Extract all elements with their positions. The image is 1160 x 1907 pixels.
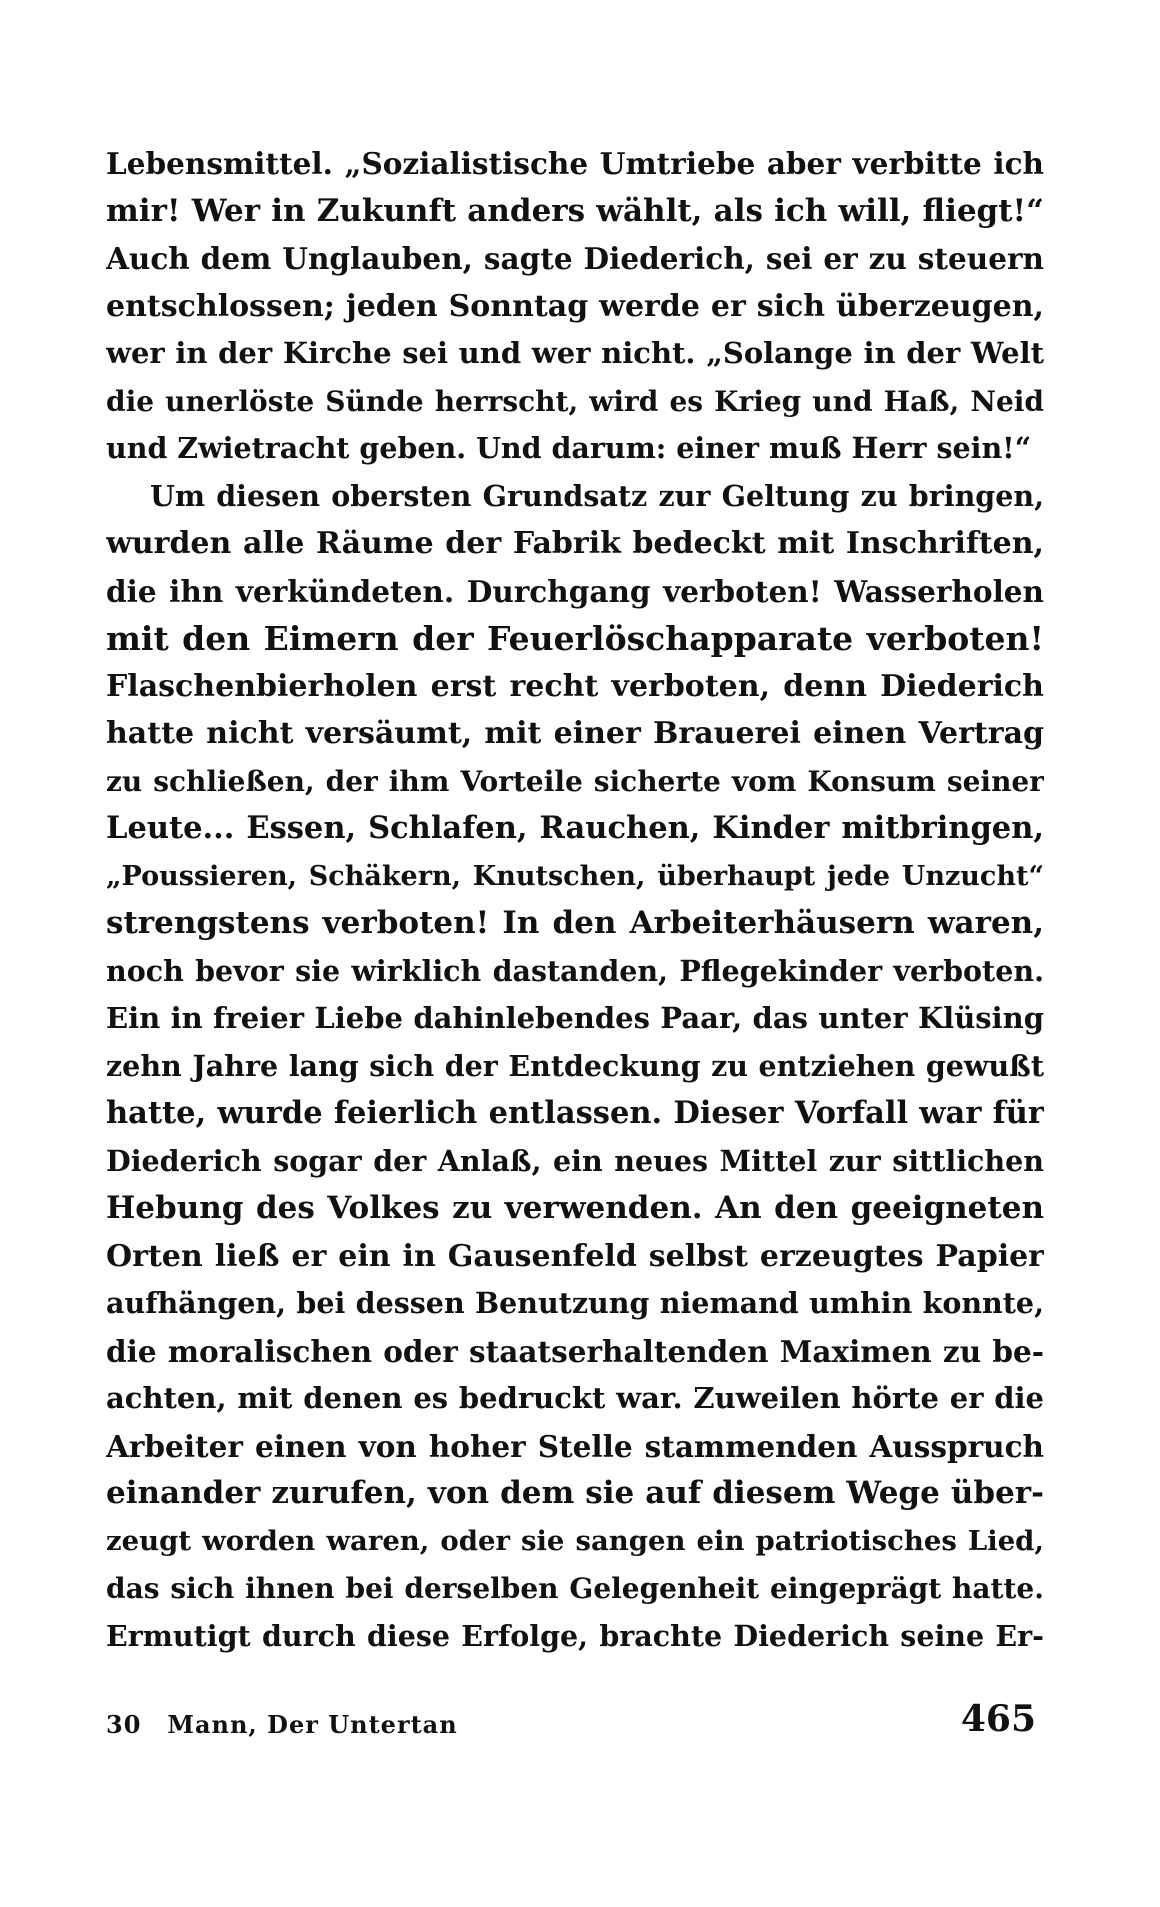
text-line: zu schließen, der ihm Vorteile sicherte vom Konsum seiner: [106, 764, 1044, 798]
text-line: die moralischen oder staatserhaltenden Maximen zu be-: [106, 1333, 1044, 1369]
text-line: Diederich sogar der Anlaß, ein neues Mittel zur sittlichen: [106, 1143, 1044, 1178]
text-line: einander zurufen, von dem sie auf diesem Wege über-: [106, 1475, 1044, 1511]
text-line: hatte, wurde feierlich entlassen. Dieser Vorfall war für: [106, 1095, 1044, 1131]
text-line: hatte nicht versäumt, mit einer Brauerei einen Vertrag: [106, 716, 1044, 751]
text-line: Leute... Essen, Schlafen, Rauchen, Kinder mitbringen,: [106, 810, 1044, 846]
text-line: zehn Jahre lang sich der Entdeckung zu entziehen gewußt: [106, 1048, 1044, 1083]
text-line: Auch dem Unglauben, sagte Diederich, sei er zu steuern: [106, 241, 1044, 276]
body-text: [106, 140, 1044, 1660]
text-line: „Poussieren, Schäkern, Knutschen, überhaupt jede Unzucht“: [106, 860, 1044, 892]
text-line: achten, mit denen es bedruckt war. Zuweilen hörte er die: [106, 1381, 1044, 1415]
text-line: und Zwietracht geben. Und darum: einer muß Herr sein!“: [106, 431, 1032, 465]
text-line: noch bevor sie wirklich dastanden, Pflegekinder verboten.: [106, 953, 1044, 988]
text-line: die ihn verkündeten. Durchgang verboten! Wasserholen: [106, 573, 1044, 609]
text-line: mit den Eimern der Feuerlöschapparate verboten!: [106, 619, 1044, 658]
text-line: Um diesen obersten Grundsatz zur Geltung zu bringen,: [150, 478, 1044, 513]
text-line: strengstens verboten! In den Arbeiterhäusern waren,: [106, 905, 1044, 941]
signature-mark: 30: [106, 1710, 142, 1739]
printer-signature: [106, 1710, 458, 1739]
text-line: Lebensmittel. „Sozialistische Umtriebe aber verbitte ich: [106, 146, 1044, 181]
text-line: zeugt worden waren, oder sie sangen ein patriotisches Lied,: [106, 1524, 1044, 1557]
text-line: Flaschenbierholen erst recht verboten, denn Diederich: [106, 668, 1044, 704]
signature-text: Mann, Der Untertan: [167, 1710, 458, 1739]
text-line: das sich ihnen bei derselben Gelegenheit eingeprägt hatte.: [106, 1572, 1044, 1605]
text-line: wer in der Kirche sei und wer nicht. „Solange in der Welt: [106, 336, 1044, 370]
page-footer: [106, 1698, 1044, 1746]
text-line: wurden alle Räume der Fabrik bedeckt mit Inschriften,: [106, 526, 1044, 561]
text-line: Orten ließ er ein in Gausenfeld selbst erzeugtes Papier: [106, 1238, 1044, 1274]
text-line: Hebung des Volkes zu verwenden. An den geeigneten: [106, 1190, 1044, 1226]
text-line: aufhängen, bei dessen Benutzung niemand umhin konnte,: [106, 1286, 1044, 1320]
text-line: Arbeiter einen von hoher Stelle stammenden Ausspruch: [106, 1428, 1044, 1464]
text-line: Ein in freier Liebe dahinlebendes Paar, das unter Klüsing: [106, 1001, 1044, 1035]
text-line: mir! Wer in Zukunft anders wählt, als ich will, fliegt!“: [106, 192, 1044, 229]
text-line: die unerlöste Sünde herrscht, wird es Krieg und Haß, Neid: [106, 384, 1044, 418]
text-line: Ermutigt durch diese Erfolge, brachte Diederich seine Er-: [106, 1618, 1044, 1653]
text-line: entschlossen; jeden Sonntag werde er sich überzeugen,: [106, 288, 1044, 324]
page-number: 465: [960, 1698, 1036, 1740]
